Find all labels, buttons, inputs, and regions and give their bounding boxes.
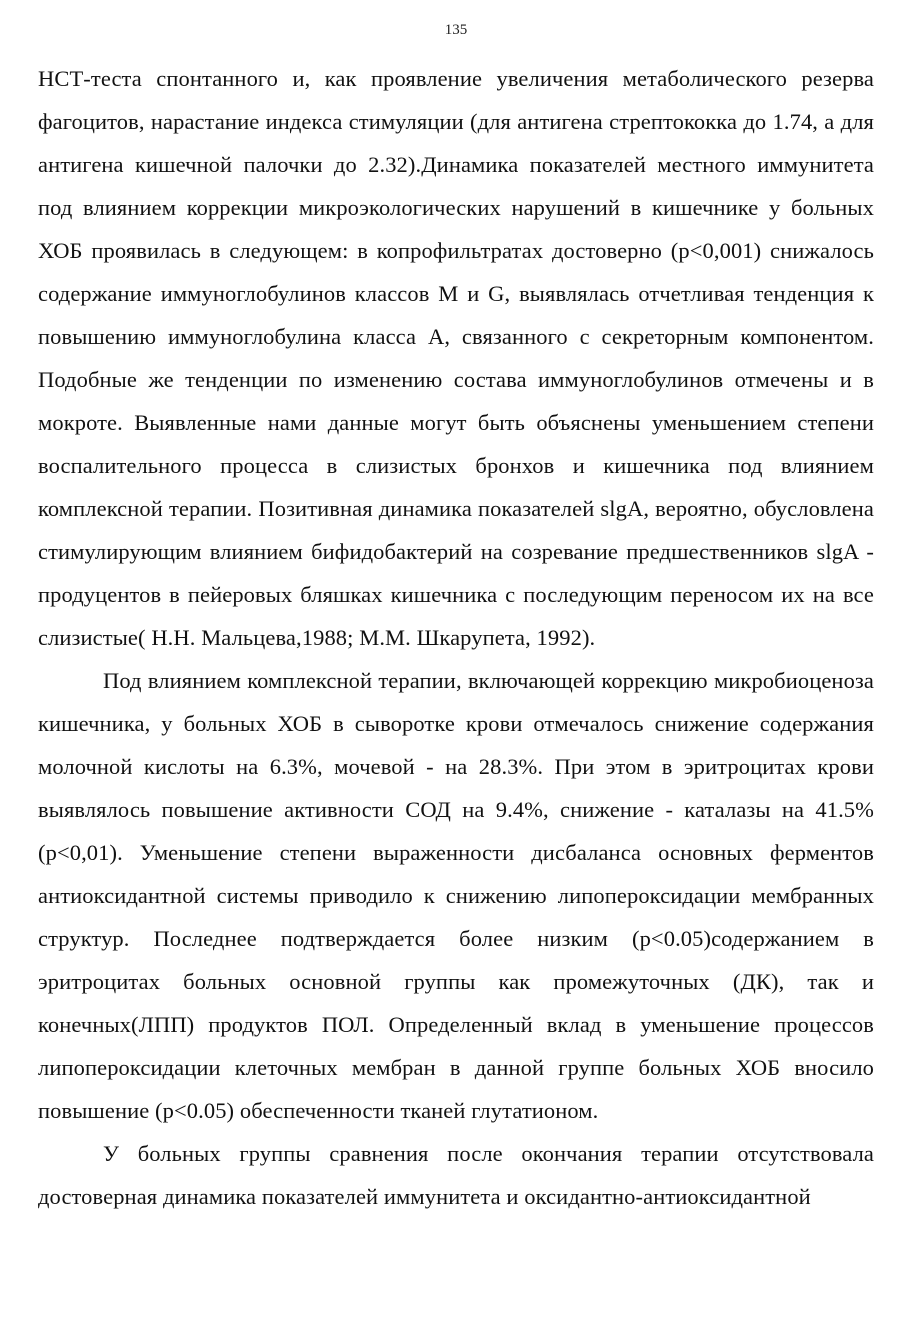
page-number: 135 xyxy=(444,22,468,38)
paragraph-complex-therapy: Под влиянием комплексной терапии, включающей коррекцию микробиоценоза кишечника, у больных ХОБ в сыворотке крови отмечалось снижение содержания молочной кислоты на 6.3%, мочевой - на 28.3%. При этом в эритроцитах крови выявлялось повышение активности СОД на 9.4%, снижение - каталазы на 41.5% (р<0,01). Уменьшение степени выраженности дисбаланса основных ферментов антиоксидантной системы приводило к снижению липопероксидации мембранных структур. Последнее подтверждается более низким (р<0.05)содержанием в эритроцитах больных основной группы как промежуточных (ДК), так и конечных(ЛПП) продуктов ПОЛ. Определенный вклад в уменьшение процессов липопероксидации клеточных мембран в данной группе больных ХОБ вносило повышение (р<0.05) обеспеченности тканей глутатионом. xyxy=(38,668,874,1123)
document-body xyxy=(38,57,874,1218)
paragraph-comparison-group: У больных группы сравнения после окончания терапии отсутствовала достоверная динамика показателей иммунитета и оксидантно-антиоксидантной xyxy=(38,1141,874,1209)
paragraph-immunity-dynamics: НСТ-теста спонтанного и, как проявление увеличения метаболического резерва фагоцитов, нарастание индекса стимуляции (для антигена стрептококка до 1.74, а для антигена кишечной палочки до 2.32).Динамика показателей местного иммунитета под влиянием коррекции микроэкологических нарушений в кишечнике у больных ХОБ проявилась в следующем: в копрофильтратах достоверно (р<0,001) снижалось содержание иммуноглобулинов классов М и G, выявлялась отчетливая тенденция к повышению иммуноглобулина класса А, связанного с секреторным компонентом. Подобные же тенденции по изменению состава иммуноглобулинов отмечены и в мокроте. Выявленные нами данные могут быть объяснены уменьшением степени воспалительного процесса в слизистых бронхов и кишечника под влиянием комплексной терапии. Позитивная динамика показателей slgA, вероятно, обусловлена стимулирующим влиянием бифидобактерий на созревание предшественников slgA - продуцентов в пейеровых бляшках кишечника с последующим переносом их на все слизистые( Н.Н. Мальцева,1988; М.М. Шкарупета, 1992). xyxy=(38,66,874,650)
